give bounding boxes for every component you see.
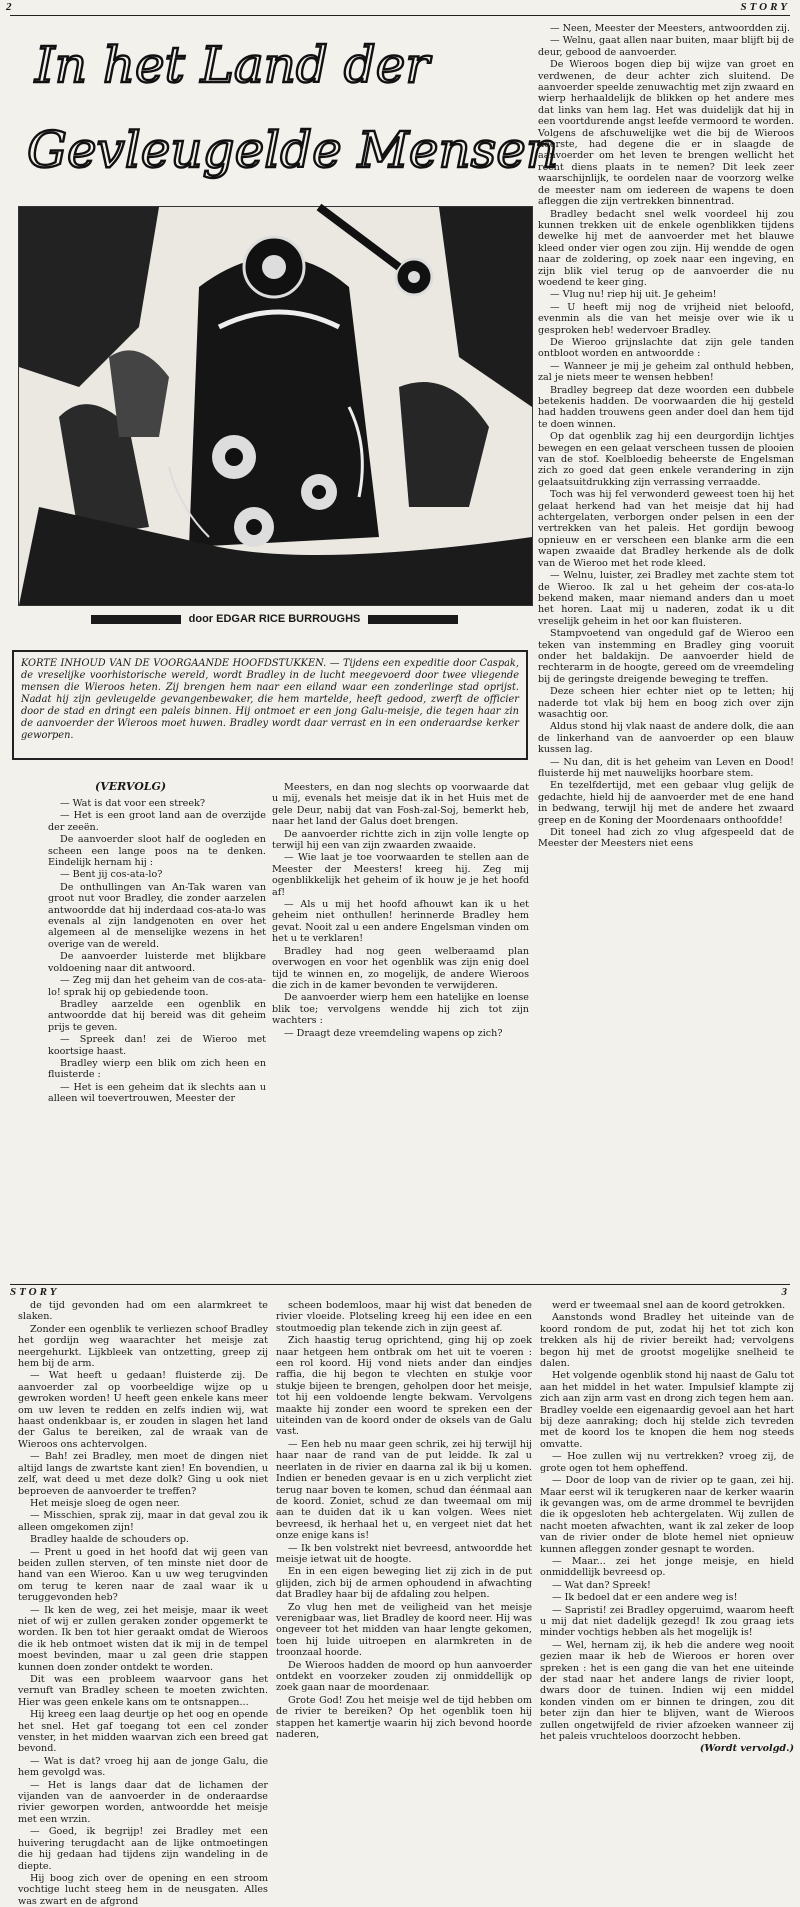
paragraph: — Wat is dat? vroeg hij aan de jonge Galu, die hem gevolgd was. xyxy=(18,1755,268,1779)
paragraph: — Prent u goed in het hoofd dat wij geen van beiden zullen sterven, of ten minste niet door de hand van een Wieroo. Kan u uw weg terugvinden om terug te keren naar de zaal waar ik u teruggevonden heb? xyxy=(18,1546,268,1604)
column-top-right xyxy=(538,23,794,1273)
paragraph: — Ik ken de weg, zei het meisje, maar ik weet niet of wij er zullen geraken zonder opgemerkt te worden. Ik ben tot hier geraakt omdat de Wieroos die ik heb ontmoet wisten dat ik mij in de tempel moest bevinden, maar u zal geen drie stappen kunnen doen zonder ontdekt te worden. xyxy=(18,1604,268,1673)
paragraph: Bradley wierp een blik om zich heen en fluisterde : xyxy=(48,1057,266,1081)
paragraph: — Zeg mij dan het geheim van de cos-ata-lo! sprak hij op gebiedende toon. xyxy=(48,975,266,998)
byline-bar-left xyxy=(91,615,181,624)
paragraph: — Welnu, gaat allen naar buiten, maar blijft bij de deur, gebood de aanvoerder. xyxy=(538,35,794,58)
paragraph: Bradley aarzelde een ogenblik en antwoordde dat hij bereid was dit geheim prijs te geven. xyxy=(48,998,266,1033)
paragraph: — Wat dan? Spreek! xyxy=(552,1579,651,1591)
paragraph: — Door de loop van de rivier op te gaan, zei hij. Maar eerst wil ik terugkeren naar de kerker waarin ik gevangen was, om de arme drommel te bevrijden die ik opgesloten heb achtergelaten. Wij zullen de nacht moeten afwachten, want ik zal zeker de loop van de rivier onder de blote hemel niet opnieuw kunnen afleggen zonder gesnapt te worden. xyxy=(540,1475,794,1555)
paragraph: — Een heb nu maar geen schrik, zei hij terwijl hij haar naar de rand van de put leidde. Ik zal u neerlaten in de rivier en daarna zal ik bij u komen. Indien er beneden gevaar is en u zich verplicht ziet terug naar boven te komen, schud dan éénmaal aan de koord. Zoniet, schud ze dan tweemaal om mij aan te duiden dat ik u kan volgen. Wees niet bevreesd, ik herhaal het u, en vergeet niet dat het onze enige kans is! xyxy=(276,1438,532,1542)
paragraph: Toch was hij fel verwonderd geweest toen hij het gelaat herkend had van het meisje dat hij had achtergelaten, verborgen onder pelsen in een der vertrekken van het paleis. Het gordijn bewoog opnieuw en er verscheen een blanke arm die een wapen zwaaide dat Bradley herkende als de dolk van de Wieroo met het rode kleed. xyxy=(538,489,794,569)
paragraph: — Ik bedoel dat er een andere weg is! xyxy=(552,1592,738,1604)
paragraph: Bradley had nog geen welberaamd plan overwogen en voor het ogenblik was zijn enig doel tijd te winnen en, zo mogelijk, de andere Wieroos die zich in de kamer bevonden te verwijderen. xyxy=(272,945,529,991)
paragraph: — Als u mij het hoofd afhouwt kan ik u het geheim niet onthullen! herinnerde Bradley hem gevat. Nooit zal u een andere Engelsman vinden om het u te verklaren! xyxy=(272,899,529,945)
paragraph: scheen bodemloos, maar hij wist dat beneden de rivier vloeide. Plotseling kreeg hij een idee en een stoutmoedig plan tekende zich in zijn geest af. xyxy=(276,1300,532,1334)
paragraph: — Wie laat je toe voorwaarden te stellen aan de Meester der Meesters! kreeg hij. Zeg mij ogenblikkelijk het geheim of ik houw je je het hoofd af! xyxy=(272,852,529,898)
paragraph: Aldus stond hij vlak naast de andere dolk, die aan de linkerhand van de aanvoerder op een blauw kussen lag. xyxy=(538,721,794,756)
paragraph: Het volgende ogenblik stond hij naast de Galu tot aan het middel in het water. Impulsief klampte zij zich aan zijn arm vast en drong zich tegen hem aan. Bradley voelde een eigenaardig gevoel aan het hart bij deze aanraking; doch hij stelde zich tevreden met de koord los te knopen die hem nog steeds omvatte. xyxy=(540,1370,794,1450)
paragraph: werd er tweemaal snel aan de koord getrokken. xyxy=(552,1300,786,1311)
paragraph: — Wanneer je mij je geheim zal onthuld hebben, zal je niets meer te wensen hebben! xyxy=(538,360,794,384)
byline-bar-right xyxy=(368,615,458,624)
column-bottom-middle xyxy=(276,1300,532,1865)
paragraph: — Sapristi! zei Bradley opgeruimd, waarom heeft u mij dat niet dadelijk gezegd! Ik zou graag iets minder vochtigs hebben als het mogelijk is! xyxy=(540,1604,794,1639)
paragraph: Dit was een probleem waarvoor gans het vernuft van Bradley scheen te moeten zwichten. Hier was geen enkele kans om te ontsnappen... xyxy=(18,1674,268,1708)
paragraph: De aanvoerder richtte zich in zijn volle lengte op terwijl hij een van zijn zwaarden zwaaide. xyxy=(272,828,529,852)
previous-chapters-summary: KORTE INHOUD VAN DE VOORGAANDE HOOFDSTUKKEN. — Tijdens een expeditie door Caspak, de vreselijke voorhistorische wereld, wordt Bradley in de lucht meegevoerd door twee vliegende mensen die Wieroos heten. Zij brengen hem naar een eiland waar een zonderlinge stad oprijst. Nadat hij zijn gevleugelde gevangenbewaker, die hem martelde, heeft gedood, zwerft de officier door de stad en dringt een paleis binnen. Hij ontmoet er een jong Galu-meisje, die tegen haar zin de aanvoerder der Wieroos moet huwen. Bradley wordt daar verrast en in een onderaardse kerker geworpen. xyxy=(12,650,528,760)
byline-text: door EDGAR RICE BURROUGHS xyxy=(188,613,361,625)
header-rule xyxy=(10,15,790,16)
paragraph: — U heeft mij nog de vrijheid niet beloofd, evenmin als die van het meisje over wie ik u gesproken heb! wedervoer Bradley. xyxy=(538,301,794,336)
paragraph: — Hoe zullen wij nu vertrekken? vroeg zij, de grote ogen tot hem opheffend. xyxy=(540,1451,794,1474)
paragraph: — Het is een groot land aan de overzijde der zeeën. xyxy=(48,810,266,833)
page-number-top: 2 xyxy=(6,1,15,13)
paragraph: Bradley haalde de schouders op. xyxy=(30,1534,189,1546)
paragraph: De Wieroos bogen diep bij wijze van groet en verdwenen, de deur achter zich sluitend. De aanvoerder speelde zenuwachtig met zijn zwaard en wierp herhaaldelijk de blikken op het andere mes dat links van hem lag. Het was duidelijk dat hij in een voortdurende angst leefde vermoord te worden. Volgens de afschuwelijke wet die bij de Wieroos heerste, had degene die er in slaagde de aanvoerder om het leven te brengen wellicht het recht diens plaats in te nemen? Dit leek zeer waarschijnlijk, te oordelen naar de voorzorg welke de meester nam om iedereen de wapens te doen afleggen die zijn vertrekken binnentrad. xyxy=(538,59,794,208)
paragraph: Het meisje sloeg de ogen neer. xyxy=(30,1497,180,1509)
paragraph: — Draagt deze vreemdeling wapens op zich? xyxy=(284,1027,503,1039)
page-number-bottom: 3 xyxy=(781,1286,790,1298)
continued-label: (VERVOLG) xyxy=(95,780,167,793)
paragraph: — Maar... zei het jonge meisje, en hield onmiddellijk bevreesd op. xyxy=(540,1555,794,1579)
paragraph: En in een eigen beweging liet zij zich in de put glijden, zich bij de armen ophoudend in afwachting dat Bradley haar bij de afdaling zou helpen. xyxy=(276,1566,532,1601)
paragraph: — Goed, ik begrijp! zei Bradley met een huivering terugdacht aan de lijke ontmoetingen die hij gedaan had tijdens zijn wandeling in de diepte. xyxy=(18,1826,268,1872)
column-bottom-right-text xyxy=(540,1300,794,1742)
paragraph: Grote God! Zou het meisje wel de tijd hebben om de rivier te bereiken? Op het ogenblik toen hij stappen het kamertje waarin hij zich bevond hoorde naderen, xyxy=(276,1694,532,1741)
paragraph: Op dat ogenblik zag hij een deurgordijn lichtjes bewegen en een gelaat verscheen tussen de plooien van de stof. Koelbloedig beheerste de Engelsman zich zo goed dat geen enkele verandering in zijn gelaatsuitdrukking zijn verrassing verraadde. xyxy=(538,431,794,488)
paragraph: — Bah! zei Bradley, men moet de dingen niet altijd langs de zwartste kant zien! En bovendien, u zelf, wat deed u met deze dolk? Ging u ook niet beproeven de aanvoerder te treffen? xyxy=(18,1451,268,1497)
paragraph: Dit toneel had zich zo vlug afgespeeld dat de Meester der Meesters niet eens xyxy=(538,827,794,850)
paragraph: De aanvoerder sloot half de oogleden en scheen een lange poos na te denken. Eindelijk hernam hij : xyxy=(48,834,266,869)
woodcut-illustration xyxy=(19,207,532,605)
paragraph: Deze scheen hier echter niet op te letten; hij naderde tot vlak bij hem en boog zich over zijn wasachtig oor. xyxy=(538,686,794,720)
paragraph: De Wieroo grijnslachte dat zijn gele tanden ontbloot worden en antwoordde : xyxy=(538,336,794,360)
to-be-continued: (Wordt vervolgd.) xyxy=(699,1743,794,1755)
story-illustration xyxy=(18,206,533,606)
paragraph: Zo vlug hen met de veiligheid van het meisje verenigbaar was, liet Bradley de koord neer. Hij was ongeveer tot het midden van haar lengte gekomen, toen hij luide uitroepen en alarmkreten in de troonzaal hoorde. xyxy=(276,1601,532,1659)
paragraph: — Wel, hernam zij, ik heb die andere weg nooit gezien maar ik heb de Wieroos er horen over spreken : het is een gang die van het ene uiteinde der stad naar het andere langs de rivier loopt, dwars door de tuinen. Indien wij een middel konden vinden om er binnen te dringen, zou dit beter zijn dan hier te blijven, want de Wieroos zullen ongetwijfeld de rivier afzoeken wanneer zij het paleis vruchteloos doorzocht hebben. xyxy=(540,1639,794,1743)
paragraph: — Spreek dan! zei de Wieroo met koortsige haast. xyxy=(48,1034,266,1057)
paragraph: — Neen, Meester der Meesters, antwoordden zij. xyxy=(550,23,791,34)
byline xyxy=(18,613,531,625)
paragraph: Aanstonds wond Bradley het uiteinde van de koord rondom de put, zodat hij het tot zich kon trekken als hij de rivier bereikt had; vervolgens begon hij met de grootst mogelijke snelheid te dalen. xyxy=(540,1312,794,1370)
paragraph: Zonder een ogenblik te verliezen schoof Bradley het gordijn weg waarachter het meisje zat neergehurkt. Lijkbleek van ontzetting, greep zij hem bij de arm. xyxy=(18,1323,268,1370)
paragraph: de tijd gevonden had om een alarmkreet te slaken. xyxy=(18,1300,268,1323)
running-header-bottom: STORY xyxy=(10,1286,60,1298)
paragraph: — Het is langs daar dat de lichamen der vijanden van de aanvoerder in de onderaardse rivier geworpen worden, antwoordde het meisje met een wrzin. xyxy=(18,1779,268,1825)
paragraph: — Wat heeft u gedaan! fluisterde zij. De aanvoerder zal op voorbeeldige wijze op u gewroken worden! U heeft geen enkele kans meer om uw leven te redden en zelfs indien wij, wat haast ondenkbaar is, er zouden in slagen het land der Galus te bereiken, zal de wraak van de Wieroos ons achtervolgen. xyxy=(18,1370,268,1450)
title-lettering xyxy=(25,22,559,182)
paragraph: — Wat is dat voor een streek? xyxy=(60,798,205,809)
paragraph: De aanvoerder luisterde met blijkbare voldoening naar dit antwoord. xyxy=(48,951,266,974)
column-bottom-left xyxy=(18,1300,268,1907)
story-title xyxy=(25,22,559,182)
paragraph: Meesters, en dan nog slechts op voorwaarde dat u mij, evenals het meisje dat ik in het Huis met de gele Deur, nabij dat van Fosh-zal-Soj, bemerkt heb, naar het land der Galus doet brengen. xyxy=(272,782,529,828)
page-divider-rule xyxy=(10,1284,790,1285)
paragraph: — Vlug nu! riep hij uit. Je geheim! xyxy=(550,289,717,301)
column-top-left xyxy=(48,798,266,1276)
running-header-top: STORY xyxy=(740,1,790,13)
title-line-2: Gevleugelde Mensen xyxy=(27,121,559,179)
column-bottom-right xyxy=(540,1300,794,1865)
paragraph: De onthullingen van An-Tak waren van groot nut voor Bradley, die zonder aarzelen antwoordde dat hij inderdaad cos-ata-lo was evenals al zijn landgenoten en over het algemeen al de menselijke wezens in het overige van de wereld. xyxy=(48,881,266,950)
title-line-1: In het Land der xyxy=(35,36,430,94)
paragraph: — Ik ben volstrekt niet bevreesd, antwoordde het meisje ietwat uit de hoogte. xyxy=(276,1542,532,1565)
paragraph: Hij kreeg een laag deurtje op het oog en opende het snel. Het gaf toegang tot een cel zonder venster, in het midden waarvan zich een breed gat bevond. xyxy=(18,1709,268,1755)
paragraph: De aanvoerder wierp hem een hatelijke en loense blik toe; vervolgens wendde hij zich tot zijn wachters : xyxy=(272,992,529,1027)
paragraph: — Bent jij cos-ata-lo? xyxy=(60,869,163,881)
paragraph: De Wieroos hadden de moord op hun aanvoerder ontdekt en voorzeker zouden zij onmiddellijk op zoek gaan naar de moordenaar. xyxy=(276,1659,532,1694)
paragraph: Bradley begreep dat deze woorden een dubbele betekenis hadden. De voorwaarden die hij gesteld had hadden trouwens geen ander doel dan hem tijd te doen winnen. xyxy=(538,384,794,430)
paragraph: Zich haastig terug oprichtend, ging hij op zoek naar hetgeen hem ontbrak om het uit te voeren : een rol koord. Hij vond niets ander dan eindjes raffia, die hij begon te vlechten en stukje voor stukje bijeen te brengen, geholpen door het meisje, tot hij een voldoende lengte bekwam. Vervolgens maakte hij zonder een woord te spreken een der uiteinden van de koord onder de oksels van de Galu vast. xyxy=(276,1335,532,1438)
paragraph: — Misschien, sprak zij, maar in dat geval zou ik alleen omgekomen zijn! xyxy=(18,1510,268,1533)
paragraph: Stampvoetend van ongeduld gaf de Wieroo een teken van instemming en Bradley ging vooruit onder het baldakijn. De aanvoerder hield de rechterarm in de hoogte, gereed om de vreemdeling bij de geringste dreigende beweging te treffen. xyxy=(538,628,794,685)
paragraph: — Welnu, luister, zei Bradley met zachte stem tot de Wieroo. Ik zal u het geheim der cos-ata-lo bekend maken, maar niemand anders dan u moet het horen. Laat mij u naderen, zodat ik u dit vreselijk geheim in het oor kan fluisteren. xyxy=(538,570,794,627)
paragraph: En tezelfdertijd, met een gebaar vlug gelijk de gedachte, hield hij de aanvoerder met de ene hand in bedwang, terwijl hij met de andere het zwaard greep en de Koning der Moordenaars onthoofdde! xyxy=(538,780,794,826)
paragraph: — Het is een geheim dat ik slechts aan u alleen wil toevertrouwen, Meester der xyxy=(48,1081,266,1105)
paragraph: Hij boog zich over de opening en een stroom vochtige lucht steeg hem in de neusgaten. Alles was zwart en de afgrond xyxy=(18,1872,268,1907)
paragraph: — Nu dan, dit is het geheim van Leven en Dood! fluisterde hij met nauwelijks hoorbare stem. xyxy=(538,756,794,779)
column-top-middle xyxy=(272,782,529,1276)
paragraph: Bradley bedacht snel welk voordeel hij zou kunnen trekken uit de enkele ogenblikken tijdens dewelke hij met de aanvoerder met het blauwe kleed onder vier ogen zou zijn. Hij wendde de ogen naar de zoldering, op zoek naar een ingeving, en zijn blik viel terug op de aanvoerder die nu woedend te keer ging. xyxy=(538,208,794,288)
